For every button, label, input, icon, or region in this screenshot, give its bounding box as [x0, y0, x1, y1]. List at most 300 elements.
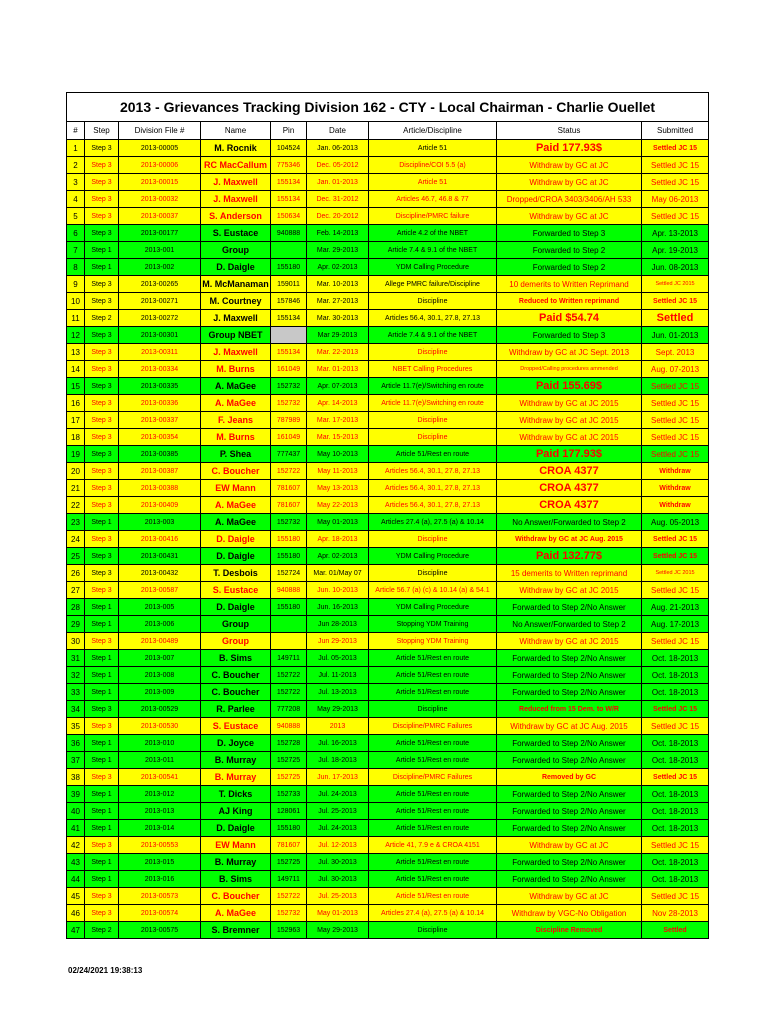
row-article: Article 4.2 of the NBET: [369, 225, 497, 242]
row-number: 1: [67, 140, 85, 157]
row-number: 16: [67, 395, 85, 412]
row-step: Step 3: [85, 582, 119, 599]
row-date: Mar. 01-2013: [307, 361, 369, 378]
row-step: Step 3: [85, 463, 119, 480]
row-date: Dec. 05-2012: [307, 157, 369, 174]
row-date: May 22-2013: [307, 497, 369, 514]
row-article: Article 51/Rest en route: [369, 820, 497, 837]
row-name: B. Sims: [201, 650, 271, 667]
row-number: 13: [67, 344, 85, 361]
row-file: 2013-00032: [119, 191, 201, 208]
row-step: Step 1: [85, 803, 119, 820]
row-date: Jul. 25-2013: [307, 888, 369, 905]
row-name: Group: [201, 242, 271, 259]
row-article: Article 41, 7.9 e & CROA 4151: [369, 837, 497, 854]
row-step: Step 1: [85, 820, 119, 837]
row-step: Step 3: [85, 718, 119, 735]
row-pin: [271, 327, 307, 344]
row-number: 30: [67, 633, 85, 650]
row-article: Stopping YDM Training: [369, 616, 497, 633]
row-name: Group: [201, 616, 271, 633]
row-step: Step 3: [85, 633, 119, 650]
row-number: 32: [67, 667, 85, 684]
row-submitted: Oct. 18-2013: [642, 786, 709, 803]
row-name: AJ King: [201, 803, 271, 820]
row-date: May 29-2013: [307, 922, 369, 939]
row-date: Jan. 06-2013: [307, 140, 369, 157]
row-date: Jul. 13-2013: [307, 684, 369, 701]
row-date: Jun. 17-2013: [307, 769, 369, 786]
row-name: M. Rocnik: [201, 140, 271, 157]
row-name: F. Jeans: [201, 412, 271, 429]
row-submitted: Settled JC 15: [642, 888, 709, 905]
row-date: Jan. 01-2013: [307, 174, 369, 191]
row-file: 2013-012: [119, 786, 201, 803]
row-date: Apr. 02-2013: [307, 259, 369, 276]
row-submitted: Oct. 18-2013: [642, 752, 709, 769]
row-name: D. Daigle: [201, 599, 271, 616]
row-status: Discipline Removed: [497, 922, 642, 939]
row-number: 8: [67, 259, 85, 276]
row-number: 4: [67, 191, 85, 208]
row-article: Article 7.4 & 9.1 of the NBET: [369, 327, 497, 344]
row-article: Articles 27.4 (a), 27.5 (a) & 10.14: [369, 905, 497, 922]
row-status: Paid 132.77$: [497, 548, 642, 565]
row-name: C. Boucher: [201, 463, 271, 480]
row-article: Discipline: [369, 531, 497, 548]
row-article: Article 51/Rest en route: [369, 667, 497, 684]
row-pin: 155134: [271, 191, 307, 208]
col-header-pin: Pin: [271, 122, 307, 140]
row-number: 18: [67, 429, 85, 446]
row-name: J. Maxwell: [201, 344, 271, 361]
row-name: M. Burns: [201, 361, 271, 378]
row-step: Step 3: [85, 225, 119, 242]
row-status: Withdraw by GC at JC 2015: [497, 412, 642, 429]
row-number: 37: [67, 752, 85, 769]
row-number: 3: [67, 174, 85, 191]
row-step: Step 3: [85, 157, 119, 174]
row-submitted: Settled JC 15: [642, 157, 709, 174]
row-file: 2013-00387: [119, 463, 201, 480]
row-pin: 781607: [271, 480, 307, 497]
row-step: Step 3: [85, 548, 119, 565]
row-pin: 777437: [271, 446, 307, 463]
row-file: 2013-00177: [119, 225, 201, 242]
row-name: J. Maxwell: [201, 310, 271, 327]
row-date: Dec. 31-2012: [307, 191, 369, 208]
row-status: Withdraw by GC at JC 2015: [497, 429, 642, 446]
col-header-status: Status: [497, 122, 642, 140]
row-file: 2013-002: [119, 259, 201, 276]
col-header-article: Article/Discipline: [369, 122, 497, 140]
table-row: [67, 344, 709, 361]
row-number: 46: [67, 905, 85, 922]
row-file: 2013-00409: [119, 497, 201, 514]
row-name: A. MaGee: [201, 905, 271, 922]
col-header-file: Division File #: [119, 122, 201, 140]
row-date: 2013: [307, 718, 369, 735]
col-header-date: Date: [307, 122, 369, 140]
row-name: EW Mann: [201, 480, 271, 497]
row-status: Reduced to Written reprimand: [497, 293, 642, 310]
row-status: Withdraw by GC at JC Aug. 2015: [497, 718, 642, 735]
row-number: 23: [67, 514, 85, 531]
row-number: 17: [67, 412, 85, 429]
table-row: [67, 242, 709, 259]
row-file: 2013-013: [119, 803, 201, 820]
table-row: [67, 582, 709, 599]
row-article: Discipline/PMRC Failures: [369, 718, 497, 735]
row-article: Articles 56.4, 30.1, 27.8, 27.13: [369, 480, 497, 497]
row-file: 2013-003: [119, 514, 201, 531]
row-name: D. Daigle: [201, 820, 271, 837]
row-file: 2013-00587: [119, 582, 201, 599]
row-name: Group NBET: [201, 327, 271, 344]
table-row: [67, 327, 709, 344]
row-file: 2013-00385: [119, 446, 201, 463]
row-date: Jul. 30-2013: [307, 854, 369, 871]
row-file: 2013-00553: [119, 837, 201, 854]
row-file: 2013-00265: [119, 276, 201, 293]
row-file: 2013-00529: [119, 701, 201, 718]
row-file: 2013-006: [119, 616, 201, 633]
row-step: Step 3: [85, 208, 119, 225]
row-date: Jul. 25-2013: [307, 803, 369, 820]
row-date: Mar 29-2013: [307, 327, 369, 344]
row-article: Article 51/Rest en route: [369, 446, 497, 463]
row-submitted: Oct. 18-2013: [642, 650, 709, 667]
row-number: 22: [67, 497, 85, 514]
row-name: B. Murray: [201, 752, 271, 769]
row-number: 7: [67, 242, 85, 259]
row-article: Discipline: [369, 344, 497, 361]
row-date: Mar. 15-2013: [307, 429, 369, 446]
row-name: T. Dicks: [201, 786, 271, 803]
row-article: Article 51/Rest en route: [369, 871, 497, 888]
row-number: 29: [67, 616, 85, 633]
row-pin: 155180: [271, 599, 307, 616]
row-file: 2013-001: [119, 242, 201, 259]
row-file: 2013-00530: [119, 718, 201, 735]
row-date: Jun. 16-2013: [307, 599, 369, 616]
row-step: Step 3: [85, 174, 119, 191]
row-step: Step 1: [85, 242, 119, 259]
row-file: 2013-015: [119, 854, 201, 871]
row-file: 2013-00301: [119, 327, 201, 344]
row-step: Step 3: [85, 361, 119, 378]
row-file: 2013-00432: [119, 565, 201, 582]
row-status: Forwarded to Step 2/No Answer: [497, 854, 642, 871]
row-name: J. Maxwell: [201, 191, 271, 208]
row-status: Paid 177.93$: [497, 140, 642, 157]
table-row: [67, 429, 709, 446]
row-submitted: Settled JC 15: [642, 140, 709, 157]
row-article: Articles 46.7, 46.8 & 77: [369, 191, 497, 208]
row-file: 2013-00388: [119, 480, 201, 497]
row-status: No Answer/Forwarded to Step 2: [497, 616, 642, 633]
row-status: Forwarded to Step 2/No Answer: [497, 599, 642, 616]
row-pin: 149711: [271, 871, 307, 888]
row-name: S. Eustace: [201, 225, 271, 242]
row-number: 35: [67, 718, 85, 735]
row-step: Step 3: [85, 888, 119, 905]
row-name: M. Burns: [201, 429, 271, 446]
row-number: 11: [67, 310, 85, 327]
row-step: Step 2: [85, 310, 119, 327]
row-submitted: Apr. 19-2013: [642, 242, 709, 259]
table-row: [67, 446, 709, 463]
row-date: Apr. 14-2013: [307, 395, 369, 412]
row-step: Step 2: [85, 922, 119, 939]
row-pin: 152722: [271, 667, 307, 684]
table-row: [67, 225, 709, 242]
row-number: 44: [67, 871, 85, 888]
table-row: [67, 208, 709, 225]
row-article: Article 11.7(e)/Switching en route: [369, 395, 497, 412]
row-date: Jul. 24-2013: [307, 786, 369, 803]
row-name: R. Parlee: [201, 701, 271, 718]
row-pin: 155180: [271, 548, 307, 565]
row-submitted: Sept. 2013: [642, 344, 709, 361]
row-status: Forwarded to Step 3: [497, 225, 642, 242]
row-step: Step 3: [85, 497, 119, 514]
table-row: [67, 174, 709, 191]
row-step: Step 1: [85, 752, 119, 769]
table-row: [67, 871, 709, 888]
table-row: [67, 633, 709, 650]
row-number: 12: [67, 327, 85, 344]
row-pin: 155134: [271, 344, 307, 361]
row-step: Step 1: [85, 599, 119, 616]
row-pin: 152725: [271, 769, 307, 786]
row-article: Discipline: [369, 701, 497, 718]
row-step: Step 1: [85, 854, 119, 871]
row-date: Mar. 29-2013: [307, 242, 369, 259]
row-submitted: Settled JC 15: [642, 548, 709, 565]
row-submitted: Settled JC 15: [642, 412, 709, 429]
row-article: YDM Calling Procedure: [369, 548, 497, 565]
table-row: [67, 293, 709, 310]
row-number: 36: [67, 735, 85, 752]
row-date: Dec. 20-2012: [307, 208, 369, 225]
row-file: 2013-010: [119, 735, 201, 752]
table-row: [67, 786, 709, 803]
row-submitted: Oct. 18-2013: [642, 803, 709, 820]
row-status: Forwarded to Step 2/No Answer: [497, 752, 642, 769]
row-file: 2013-00006: [119, 157, 201, 174]
row-number: 45: [67, 888, 85, 905]
row-article: Article 51/Rest en route: [369, 803, 497, 820]
row-submitted: Oct. 18-2013: [642, 667, 709, 684]
row-name: Group: [201, 633, 271, 650]
row-step: Step 3: [85, 327, 119, 344]
row-pin: 155180: [271, 820, 307, 837]
row-name: T. Desbois: [201, 565, 271, 582]
row-submitted: Settled JC 15: [642, 208, 709, 225]
row-pin: 155180: [271, 531, 307, 548]
table-row: [67, 480, 709, 497]
table-row: [67, 310, 709, 327]
row-step: Step 3: [85, 446, 119, 463]
row-number: 9: [67, 276, 85, 293]
row-name: C. Boucher: [201, 667, 271, 684]
row-date: Jul. 05-2013: [307, 650, 369, 667]
row-file: 2013-00334: [119, 361, 201, 378]
row-status: Withdraw by GC at JC Aug. 2015: [497, 531, 642, 548]
row-name: A. MaGee: [201, 395, 271, 412]
row-step: Step 3: [85, 293, 119, 310]
row-status: 15 demerits to Written reprimand: [497, 565, 642, 582]
row-pin: 161049: [271, 429, 307, 446]
row-file: 2013-00416: [119, 531, 201, 548]
row-article: Articles 56.4, 30.1, 27.8, 27.13: [369, 310, 497, 327]
row-article: Discipline: [369, 922, 497, 939]
row-date: Jun 29-2013: [307, 633, 369, 650]
grievance-table: [66, 92, 709, 939]
row-submitted: Settled JC 15: [642, 769, 709, 786]
row-step: Step 1: [85, 650, 119, 667]
row-step: Step 3: [85, 837, 119, 854]
row-pin: 155134: [271, 310, 307, 327]
table-row: [67, 157, 709, 174]
row-file: 2013-005: [119, 599, 201, 616]
row-article: Article 11.7(e)/Switching en route: [369, 378, 497, 395]
row-article: Discipline/PMRC Failures: [369, 769, 497, 786]
row-file: 2013-011: [119, 752, 201, 769]
row-number: 26: [67, 565, 85, 582]
row-submitted: Oct. 18-2013: [642, 820, 709, 837]
row-date: Jul. 30-2013: [307, 871, 369, 888]
table-row: [67, 769, 709, 786]
row-number: 24: [67, 531, 85, 548]
row-status: Withdraw by GC at JC 2015: [497, 633, 642, 650]
row-file: 2013-009: [119, 684, 201, 701]
row-submitted: Settled JC 15: [642, 701, 709, 718]
row-step: Step 1: [85, 667, 119, 684]
row-submitted: Aug. 21-2013: [642, 599, 709, 616]
row-submitted: Aug. 17-2013: [642, 616, 709, 633]
row-pin: 152722: [271, 888, 307, 905]
row-name: P. Shea: [201, 446, 271, 463]
row-pin: [271, 242, 307, 259]
row-date: Jul. 12-2013: [307, 837, 369, 854]
row-file: 2013-00015: [119, 174, 201, 191]
row-pin: [271, 616, 307, 633]
row-file: 2013-00489: [119, 633, 201, 650]
row-date: Mar. 10-2013: [307, 276, 369, 293]
row-pin: 152722: [271, 684, 307, 701]
row-article: Discipline: [369, 412, 497, 429]
header-row: [67, 122, 709, 140]
row-number: 15: [67, 378, 85, 395]
row-submitted: Settled JC 15: [642, 378, 709, 395]
row-name: S. Anderson: [201, 208, 271, 225]
row-number: 34: [67, 701, 85, 718]
row-date: May 11-2013: [307, 463, 369, 480]
row-article: Article 51/Rest en route: [369, 650, 497, 667]
row-pin: 781607: [271, 497, 307, 514]
row-name: A. MaGee: [201, 514, 271, 531]
row-date: Mar. 22-2013: [307, 344, 369, 361]
row-submitted: Settled JC 15: [642, 837, 709, 854]
row-submitted: Settled JC 15: [642, 429, 709, 446]
row-number: 43: [67, 854, 85, 871]
row-pin: 161049: [271, 361, 307, 378]
row-date: May 01-2013: [307, 905, 369, 922]
row-pin: 155180: [271, 259, 307, 276]
row-article: YDM Calling Procedure: [369, 259, 497, 276]
row-number: 14: [67, 361, 85, 378]
row-file: 2013-00336: [119, 395, 201, 412]
row-number: 5: [67, 208, 85, 225]
row-article: Article 51/Rest en route: [369, 786, 497, 803]
row-number: 47: [67, 922, 85, 939]
row-status: Forwarded to Step 2: [497, 242, 642, 259]
row-number: 41: [67, 820, 85, 837]
row-submitted: Settled JC 15: [642, 633, 709, 650]
row-step: Step 1: [85, 684, 119, 701]
table-row: [67, 514, 709, 531]
row-step: Step 3: [85, 429, 119, 446]
row-name: D. Daigle: [201, 531, 271, 548]
row-date: Apr. 18-2013: [307, 531, 369, 548]
row-status: Removed by GC: [497, 769, 642, 786]
row-submitted: Withdraw: [642, 463, 709, 480]
row-status: Withdraw by GC at JC: [497, 837, 642, 854]
row-status: Forwarded to Step 2/No Answer: [497, 803, 642, 820]
table-row: [67, 463, 709, 480]
table-row: [67, 854, 709, 871]
row-status: Paid $54.74: [497, 310, 642, 327]
row-date: Apr. 02-2013: [307, 548, 369, 565]
row-submitted: Nov 28-2013: [642, 905, 709, 922]
row-submitted: Withdraw: [642, 497, 709, 514]
row-pin: 152722: [271, 463, 307, 480]
table-row: [67, 718, 709, 735]
row-file: 2013-016: [119, 871, 201, 888]
row-status: Paid 177.93$: [497, 446, 642, 463]
table-row: [67, 140, 709, 157]
table-row: [67, 837, 709, 854]
row-pin: 104524: [271, 140, 307, 157]
table-row: [67, 701, 709, 718]
row-step: Step 1: [85, 786, 119, 803]
row-status: Forwarded to Step 2/No Answer: [497, 871, 642, 888]
row-pin: 155134: [271, 174, 307, 191]
row-status: Forwarded to Step 3: [497, 327, 642, 344]
row-status: Withdraw by GC at JC: [497, 208, 642, 225]
row-name: S. Eustace: [201, 582, 271, 599]
row-article: Article 51/Rest en route: [369, 854, 497, 871]
row-date: Jun 28-2013: [307, 616, 369, 633]
table-row: [67, 378, 709, 395]
col-header-submitted: Submitted: [642, 122, 709, 140]
row-pin: 152725: [271, 752, 307, 769]
row-step: Step 1: [85, 616, 119, 633]
row-name: J. Maxwell: [201, 174, 271, 191]
row-file: 2013-00574: [119, 905, 201, 922]
row-status: Withdraw by GC at JC Sept. 2013: [497, 344, 642, 361]
row-status: Forwarded to Step 2/No Answer: [497, 650, 642, 667]
row-step: Step 3: [85, 769, 119, 786]
row-file: 2013-00037: [119, 208, 201, 225]
table-row: [67, 735, 709, 752]
row-submitted: May 06-2013: [642, 191, 709, 208]
row-article: Discipline: [369, 429, 497, 446]
table-row: [67, 361, 709, 378]
row-status: Paid 155.69$: [497, 378, 642, 395]
